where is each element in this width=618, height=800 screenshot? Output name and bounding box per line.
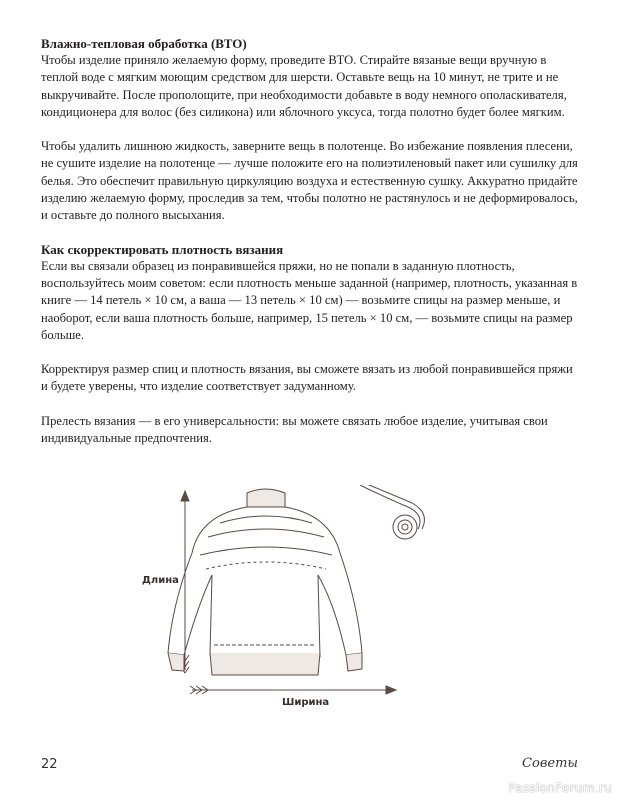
width-label: Ширина bbox=[282, 697, 330, 708]
sweater-icon bbox=[168, 489, 362, 675]
length-label: Длина bbox=[142, 575, 179, 586]
paragraph: Если вы связали образец из понравившейся пряжи, но не попали в заданную плотность, воспользуйтесь моим советом: если плотность меньше заданной (например, плотность, указанная в книге — 14 петель × 10 см, а ваша — 13 петель × 10 см) — возьмите спицы на размер меньше, и наоборот, если ваша плотность больше, например, 15 петель × 10 см, — возьмите спицы на размер больше. bbox=[41, 258, 578, 342]
page-number: 22 bbox=[41, 757, 58, 772]
paragraph: Корректируя размер спиц и плотность вязания, вы сможете вязать из любой понравившейся пряжи и будете уверены, что изделие соответствует задуманному. bbox=[41, 362, 573, 394]
sweater-illustration bbox=[142, 485, 470, 735]
page-text bbox=[41, 36, 581, 447]
tape-measure-icon bbox=[360, 485, 424, 539]
width-arrow-icon bbox=[190, 686, 396, 694]
paragraph: Чтобы изделие приняло желаемую форму, проведите ВТО. Стирайте вязаные вещи вручную в теплой воде с мягким моющим средством для шерсти. Оставьте вещь на 10 минут, не трите и не выкручивайте. После прополощите, при необходимости добавьте в воду немного ополаскивателя, кондиционера для волос (без силикона) или яблочного уксуса, тогда полотно будет более мягким. bbox=[41, 53, 567, 119]
section-heading-gauge: Как скорректировать плотность вязания bbox=[41, 241, 284, 257]
section-name: Советы bbox=[522, 756, 578, 771]
paragraph: Чтобы удалить лишнюю жидкость, заверните вещь в полотенце. Во избежание появления плесени, не сушите изделие на полотенце — лучше положите его на полиэтиленовый пакет или сушилку для белья. Это обеспечит правильную циркуляцию воздуха и естественную сушку. Аккуратно придайте изделию желаемую форму, проследив за тем, чтобы полотно не растянулось и не деформировалось, и оставьте до полного высыхания. bbox=[41, 139, 578, 223]
section-heading-wet-blocking: Влажно-тепловая обработка (ВТО) bbox=[41, 36, 247, 51]
paragraph: Прелесть вязания — в его универсальности: вы можете связать любое изделие, учитывая свои индивидуальные предпочтения. bbox=[41, 413, 548, 446]
watermark: PassionForum.ru bbox=[508, 781, 612, 795]
